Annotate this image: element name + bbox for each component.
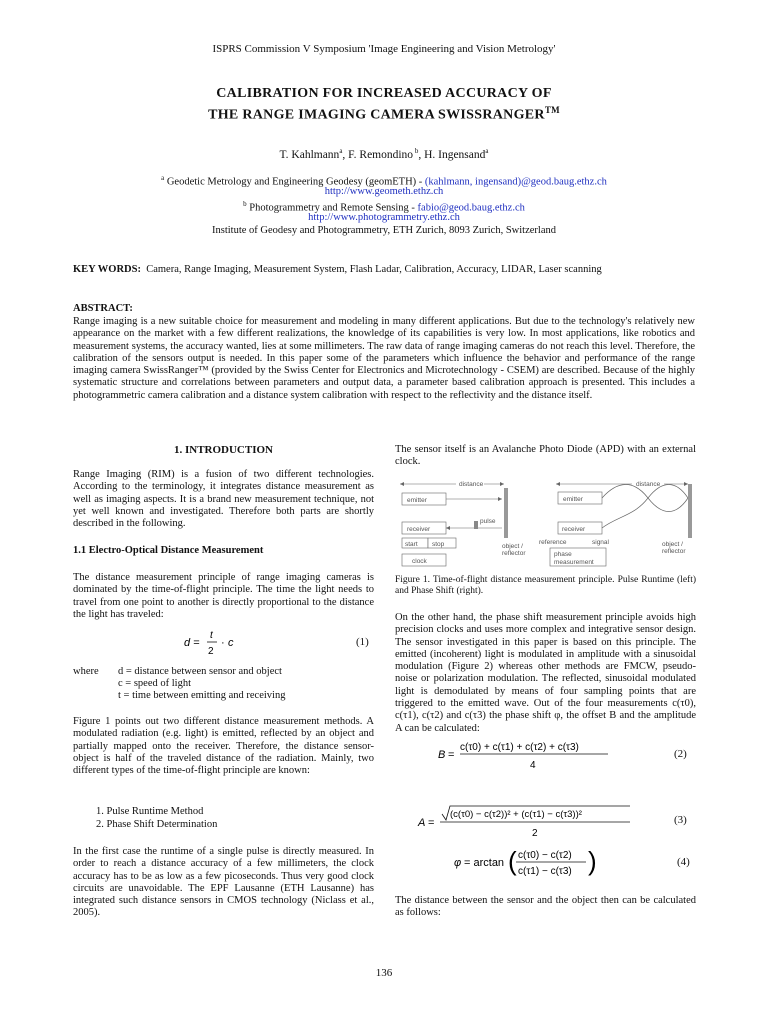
svg-text:start: start <box>405 541 418 548</box>
paper-title-line2: THE RANGE IMAGING CAMERA SWISSRANGER™ <box>208 105 560 123</box>
institute: Institute of Geodesy and Photogrammetry, ETH Zurich, 8093 Zurich, Switzerland <box>212 225 556 236</box>
page-number: 136 <box>375 967 393 979</box>
svg-text:stop: stop <box>432 541 445 548</box>
distance-calc-paragraph: The distance between the sensor and the object then can be calculated as follows: <box>395 895 696 919</box>
svg-text:receiver: receiver <box>407 526 431 533</box>
section-introduction: 1. INTRODUCTION <box>173 444 273 456</box>
svg-text:signal: signal <box>592 539 609 546</box>
equation-4-number: (4) <box>677 856 690 868</box>
phase-shift-paragraph: On the other hand, the phase shift measurement principle avoids high precision clocks and uses more complex and integrative sensor design. The sensor investigated in this paper is based on this principle. The emitted (incoherent) light is modulated in amplitude with a sinusoidal modulation (Figure 2) whereas other methods are FMCW, pseudo-noise or polarization modulation. The reflected, sinusoidal modulated light is demodulated by means of four sampling points that are triggered to the emitted wave. Out of the four measurements c(τ0), c(τ1), c(τ2) and c(τ3) the phase shift φ, the offset B and the amplitude A can be calculated: <box>395 612 696 734</box>
authors: T. Kahlmann$^a$, F. Remondino $^b$, H. Ingensand$^a$ <box>279 147 489 161</box>
svg-text:object /: object / <box>662 541 683 548</box>
figure-1 <box>396 474 696 574</box>
equation-3 <box>416 802 646 842</box>
figure-1-caption: Figure 1. Time-of-flight distance measurement principle. Pulse Runtime (left) and Phase Shift (right). <box>395 575 696 596</box>
where-d: d = distance between sensor and object <box>118 666 282 677</box>
svg-text:): ) <box>588 846 597 876</box>
svg-text:distance: distance <box>459 481 484 488</box>
svg-text:emitter: emitter <box>407 497 427 504</box>
svg-text:pulse: pulse <box>480 518 496 525</box>
equation-2 <box>436 738 616 772</box>
url-link-b[interactable]: http://www.photogrammetry.ethz.ch <box>308 212 460 223</box>
svg-text:4: 4 <box>530 760 536 771</box>
svg-text:reflector: reflector <box>502 550 526 557</box>
svg-text:measurement: measurement <box>554 559 594 566</box>
svg-text:2: 2 <box>208 646 214 657</box>
equation-1-number: (1) <box>356 636 369 648</box>
pulse-runtime-diagram <box>400 480 526 566</box>
svg-text:(c(τ0) − c(τ2))² + (c(τ1) − c(: (c(τ0) − c(τ2))² + (c(τ1) − c(τ3))² <box>450 809 582 820</box>
svg-text:B: B <box>438 749 446 761</box>
equation-2-number: (2) <box>674 748 687 760</box>
where-c: c = speed of light <box>118 678 191 689</box>
pulse-paragraph: In the first case the runtime of a single pulse is directly measured. In order to reach a distance accuracy of a few millimeters, the clock accuracy has to be as low as a few picoseconds. Thus very good clock circuits are unavoidable. The EPF Lausanne (ETH Lausanne) has integrated such distance sensors in CMOS technology (Niclass et al., 2005). <box>73 846 374 919</box>
svg-text:object /: object / <box>502 543 523 550</box>
svg-text:d =: d = <box>184 637 200 649</box>
phase-shift-diagram <box>539 479 692 566</box>
paper-title-line1: CALIBRATION FOR INCREASED ACCURACY OF <box>216 86 552 101</box>
where-label: where <box>73 666 99 677</box>
svg-text:φ: φ <box>454 857 462 869</box>
abstract-body: Range imaging is a new suitable choice for measurement and modeling in many different applications. But due to the technology's relatively new appearance on the market with a few different realizations, the knowledge of its capabilities is very low. In most applications, like robotics and measurement systems, the accuracy wanted, lies at some millimeters. The raw data of range imaging cameras do not reach this level. Therefore, the calibration of the sensors output is needed. In this paper some of the parameters which influence the behavior and performance of the range imaging camera SwissRanger™ (provided by the Swiss Center for Electronics and Microtechnology - CSEM) are described. Because of the highly systematic structure and correlations between parameters and output data, a parameter based calibration approach is presented. This includes a photogrammetric camera calibration and a distance system calibration with respect to the reflectivity and the distance itself. <box>73 316 695 401</box>
svg-text:=: = <box>428 817 435 829</box>
svg-text:·: · <box>221 637 225 649</box>
subsection-edm: 1.1 Electro-Optical Distance Measurement <box>73 545 264 556</box>
list-item-2: 2. Phase Shift Determination <box>96 819 218 830</box>
svg-text:=: = <box>448 749 455 761</box>
url-link-a[interactable]: http://www.geometh.ethz.ch <box>324 186 444 197</box>
running-header: ISPRS Commission V Symposium 'Image Engineering and Vision Metrology' <box>212 43 556 55</box>
equation-3-number: (3) <box>674 814 687 826</box>
affiliation-a: $^a$ Geodetic Metrology and Engineering Geodesy (geomETH) - (kahlmann, ingensand)@geod.baug.ethz.ch <box>161 174 607 188</box>
svg-text:c: c <box>228 637 234 649</box>
affiliation-b: $^b$ Photogrammetry and Remote Sensing - fabio@geod.baug.ethz.ch <box>243 200 525 214</box>
svg-text:c(τ0) + c(τ1) + c(τ2) + c(τ3): c(τ0) + c(τ1) + c(τ2) + c(τ3) <box>460 742 579 753</box>
distance-paragraph: The distance measurement principle of range imaging cameras is dominated by the time-of-flight principle. The time the light needs to travel from one point to another is directly proportional to the distance the light has traveled: <box>73 572 374 620</box>
svg-text:= arctan: = arctan <box>464 857 505 869</box>
svg-text:reflector: reflector <box>662 548 686 555</box>
keywords: KEY WORDS: Camera, Range Imaging, Measurement System, Flash Ladar, Calibration, Accuracy, LIDAR, Laser scanning <box>73 264 602 275</box>
svg-text:c(τ0) − c(τ2): c(τ0) − c(τ2) <box>518 850 572 861</box>
svg-text:distance: distance <box>636 481 661 488</box>
where-t: t = time between emitting and receiving <box>118 690 286 701</box>
apd-paragraph: The sensor itself is an Avalanche Photo Diode (APD) with an external clock. <box>395 444 696 468</box>
email-link-b[interactable]: fabio@geod.baug.ethz.ch <box>417 202 525 214</box>
abstract-heading: ABSTRACT: <box>73 303 133 314</box>
svg-text:receiver: receiver <box>562 526 586 533</box>
list-item-1: 1. Pulse Runtime Method <box>96 806 204 817</box>
email-link-a[interactable]: (kahlmann, ingensand)@geod.baug.ethz.ch <box>424 176 607 188</box>
svg-text:(: ( <box>508 846 517 876</box>
svg-text:phase: phase <box>554 551 572 558</box>
equation-4 <box>452 844 612 880</box>
svg-text:c(τ1) − c(τ3): c(τ1) − c(τ3) <box>518 866 572 877</box>
intro-paragraph: Range Imaging (RIM) is a fusion of two different technologies. According to the terminology, it integrates distance measurement as well as imaging aspects. It is a brand new measurement technique, not yet well known and investigated. Therefore both parts are shortly described in the following. <box>73 469 374 530</box>
svg-text:t: t <box>210 630 213 641</box>
svg-text:2: 2 <box>532 828 538 839</box>
svg-text:reference: reference <box>539 539 567 546</box>
equation-1 <box>180 628 300 658</box>
svg-text:clock: clock <box>412 558 427 565</box>
svg-text:A: A <box>418 817 426 829</box>
svg-text:emitter: emitter <box>563 496 583 503</box>
figure1-paragraph: Figure 1 points out two different distance measurement methods. A modulated radiation (e.g. light) is emitted, reflected by an object and partially mapped onto the receiver. Therefore, the distance sensor-object is half of the traveled distance of the radiation. Mainly, two different types of the time-of-flight principle are known: <box>73 716 374 777</box>
